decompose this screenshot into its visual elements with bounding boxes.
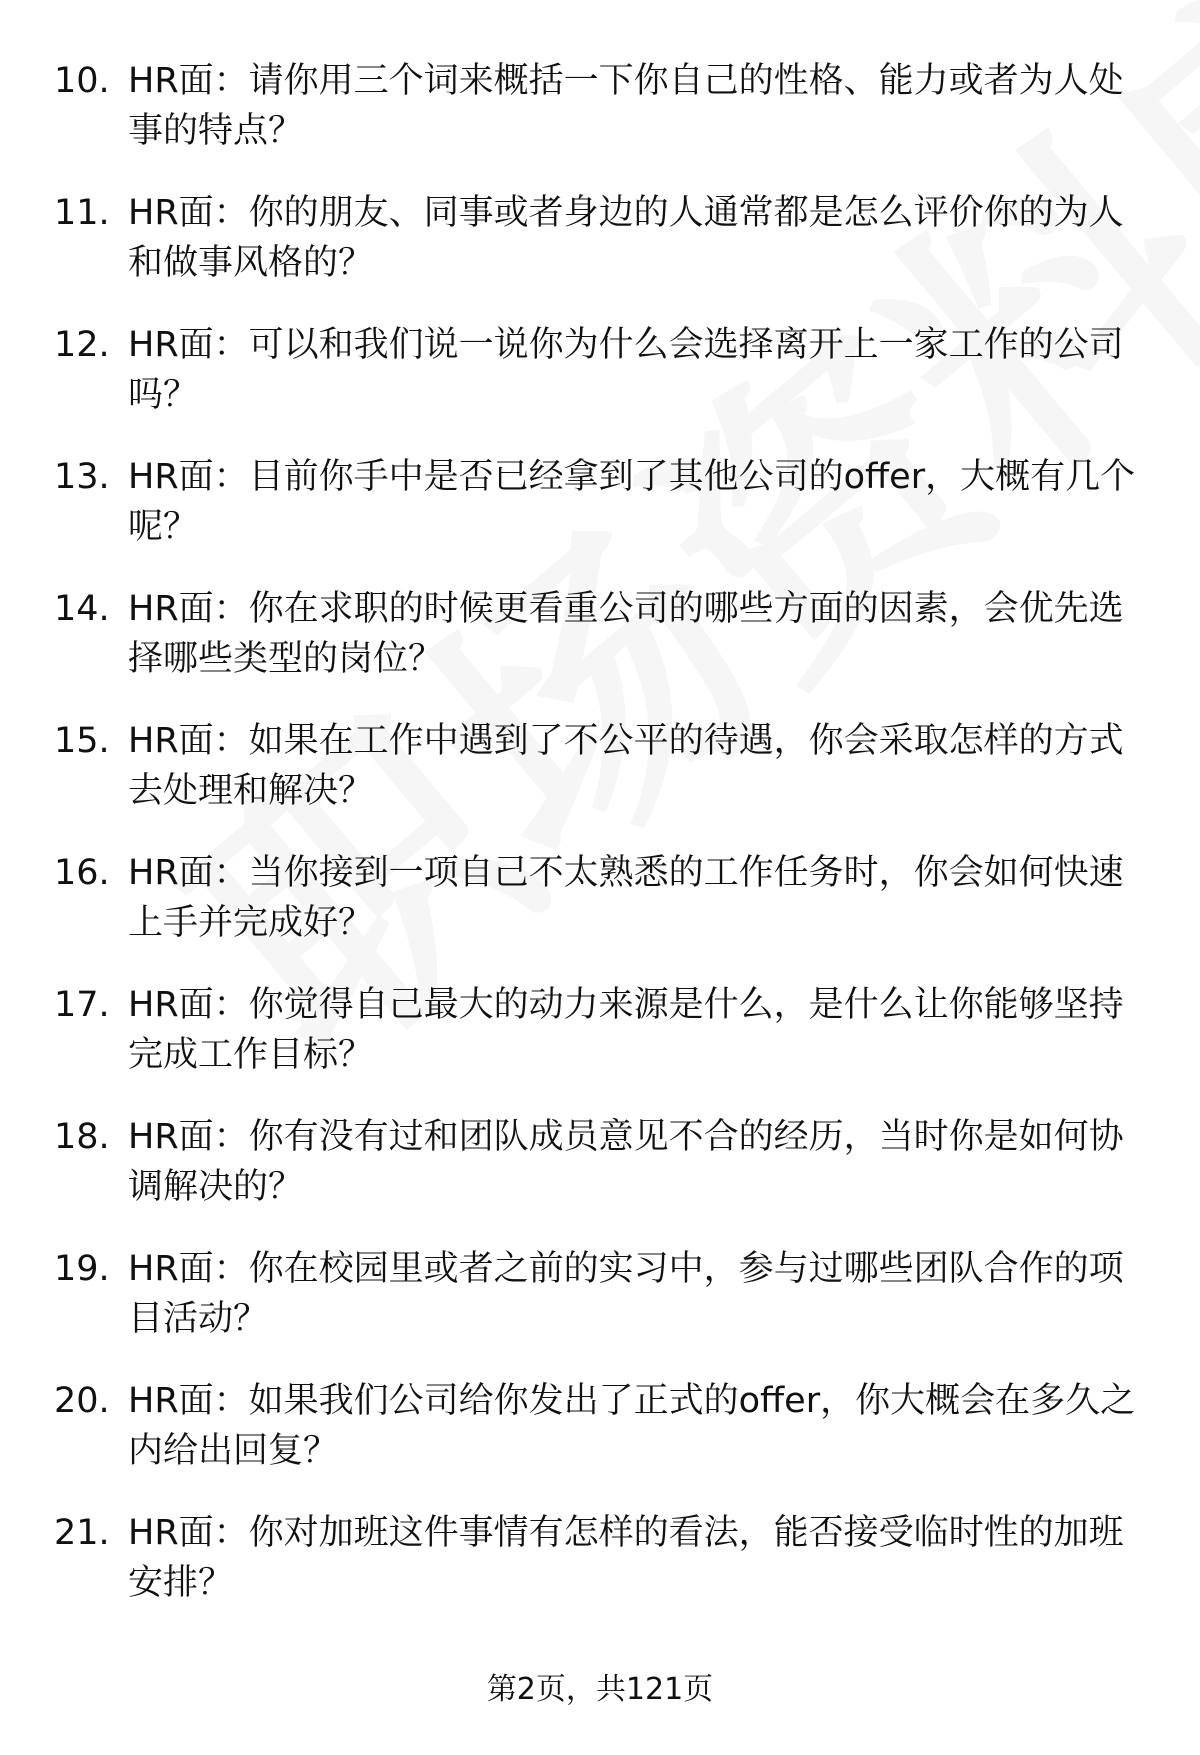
item-text: HR面：你有没有过和团队成员意见不合的经历，当时你是如何协调解决的？ [128, 1117, 1124, 1207]
item-text: HR面：当你接到一项自己不太熟悉的工作任务时，你会如何快速上手并完成好？ [128, 853, 1124, 943]
item-text: HR面：你对加班这件事情有怎样的看法，能否接受临时性的加班安排？ [128, 1513, 1124, 1603]
list-item [0, 848, 1200, 980]
page-footer: 第2页，共121页 [486, 1672, 714, 1707]
list-item [0, 1376, 1200, 1508]
item-text: HR面：你的朋友、同事或者身边的人通常都是怎么评价你的为人和做事风格的？ [128, 193, 1124, 283]
item-text: HR面：你在求职的时候更看重公司的哪些方面的因素，会优先选择哪些类型的岗位？ [128, 589, 1124, 679]
item-text: HR面：可以和我们说一说你为什么会选择离开上一家工作的公司吗？ [128, 325, 1124, 415]
question-list [0, 56, 1200, 1640]
item-text: HR面：如果我们公司给你发出了正式的offer，你大概会在多久之内给出回复？ [128, 1381, 1136, 1471]
item-number: 14. [54, 589, 110, 629]
list-item [0, 56, 1200, 188]
item-number: 13. [54, 457, 110, 497]
list-item [0, 320, 1200, 452]
item-text: HR面：目前你手中是否已经拿到了其他公司的offer，大概有几个呢？ [128, 457, 1136, 547]
list-item [0, 452, 1200, 584]
item-number: 21. [54, 1513, 110, 1553]
list-item [0, 1508, 1200, 1640]
item-text: HR面：如果在工作中遇到了不公平的待遇，你会采取怎样的方式去处理和解决？ [128, 721, 1124, 811]
item-number: 10. [54, 61, 110, 101]
item-text: HR面：你觉得自己最大的动力来源是什么，是什么让你能够坚持完成工作目标？ [128, 985, 1124, 1075]
item-number: 15. [54, 721, 110, 761]
item-number: 18. [54, 1117, 110, 1157]
list-item [0, 584, 1200, 716]
list-item [0, 980, 1200, 1112]
item-number: 20. [54, 1381, 110, 1421]
list-item [0, 716, 1200, 848]
item-number: 16. [54, 853, 110, 893]
item-number: 12. [54, 325, 110, 365]
item-text: HR面：你在校园里或者之前的实习中，参与过哪些团队合作的项目活动？ [128, 1249, 1124, 1339]
item-number: 11. [54, 193, 110, 233]
item-text: HR面：请你用三个词来概括一下你自己的性格、能力或者为人处事的特点？ [128, 61, 1124, 151]
list-item [0, 1112, 1200, 1244]
item-number: 17. [54, 985, 110, 1025]
item-number: 19. [54, 1249, 110, 1289]
list-item [0, 188, 1200, 320]
list-item [0, 1244, 1200, 1376]
